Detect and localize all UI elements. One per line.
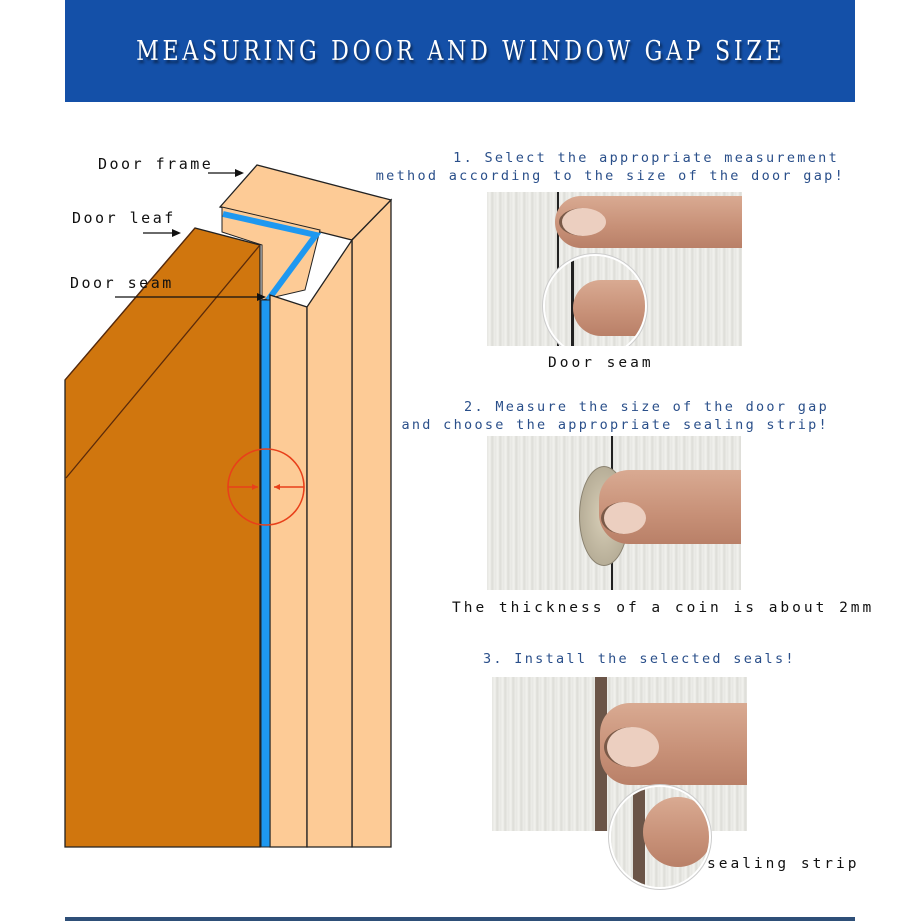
- arrow-right-icon: [235, 169, 244, 177]
- seam-strip-vertical: [261, 300, 270, 847]
- step-1-line-2: method according to the size of the door gap!: [375, 168, 845, 184]
- label-door-leaf: Door leaf: [72, 209, 176, 227]
- door-frame-front: [270, 295, 307, 847]
- step-3-line-1: 3. Install the selected seals!: [483, 651, 796, 667]
- step-2-line-2: and choose the appropriate sealing strip!: [401, 417, 829, 433]
- step-3-caption: sealing strip: [707, 856, 860, 872]
- step-2-photo: [487, 436, 741, 590]
- footer-divider: [65, 917, 855, 921]
- door-frame-side: [352, 200, 391, 847]
- step-2-line-1: 2. Measure the size of the door gap: [464, 399, 829, 415]
- step-2-caption: The thickness of a coin is about 2mm: [452, 600, 875, 616]
- door-leaf-front: [65, 228, 260, 847]
- zoom-loupe: [543, 254, 647, 346]
- label-door-frame: Door frame: [98, 155, 214, 173]
- zoom-loupe: [609, 785, 711, 889]
- page-title: MEASURING DOOR AND WINDOW GAP SIZE: [136, 36, 786, 67]
- arrow-right-icon: [172, 229, 181, 237]
- door-frame-face: [307, 240, 352, 847]
- step-1-photo: [487, 192, 742, 346]
- label-door-seam: Door seam: [70, 274, 174, 292]
- step-1-caption: Door seam: [548, 355, 654, 371]
- step-1-line-1: 1. Select the appropriate measurement: [453, 150, 839, 166]
